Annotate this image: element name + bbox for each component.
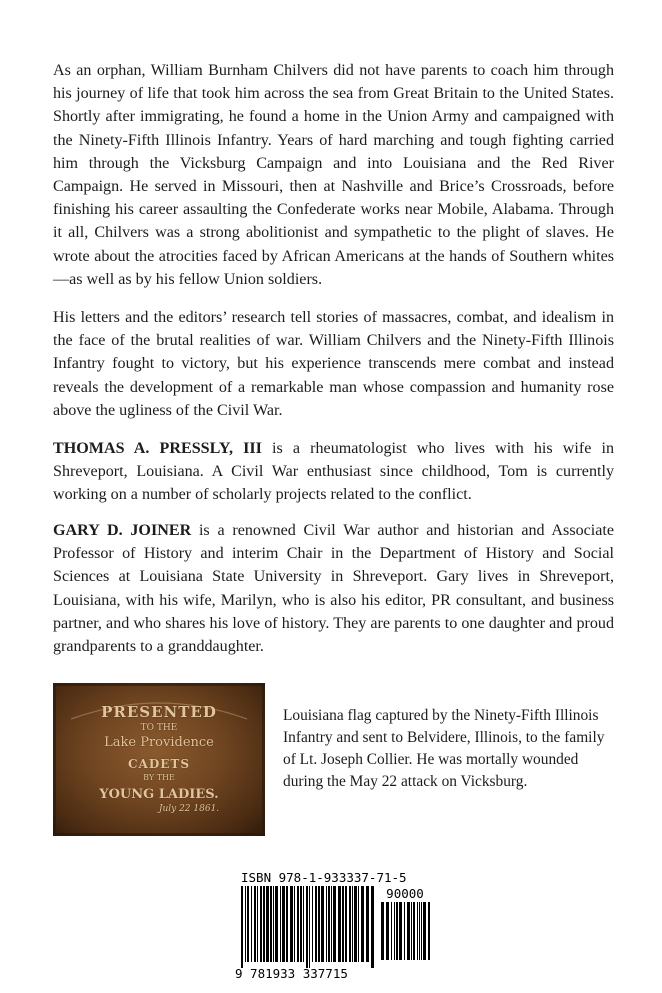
barcode-bar (251, 886, 252, 962)
author-name-joiner: GARY D. JOINER (53, 522, 192, 539)
flag-photo (53, 683, 265, 836)
barcode-bar (338, 886, 341, 962)
author-bio-pressly-text: is a rheumatologist who lives with his wife in Shreveport, Louisiana. A Civil War enthusiast since childhood, Tom is currently working on a number of scholarly projects related to the conflict. (53, 440, 614, 504)
flag-line-cadets: CADETS (127, 757, 190, 771)
barcode-bar (386, 902, 389, 960)
author-name-pressly: THOMAS A. PRESSLY, III (53, 440, 262, 457)
barcode-bar (286, 886, 288, 962)
barcode-bar (257, 886, 258, 962)
barcode-bar (297, 886, 299, 962)
barcode-bar (342, 886, 344, 962)
blurb-paragraph-2: His letters and the editors’ research tell stories of massacres, combat, and idealism in the face of the brutal realities of war. William Chilvers and the Ninety-Fifth Illinois Infantry fought to victory, but his experience transcends mere combat and instead reveals the development of a remarkable man whose compassion and humanity rose above the ugliness of the Civil War. (53, 309, 614, 419)
barcode-bar (254, 886, 256, 962)
barcode-bar (241, 886, 243, 968)
flag-line-lake-providence: Lake Providence (104, 735, 214, 750)
barcode-bar (354, 886, 357, 962)
barcode-bar (391, 902, 392, 960)
barcode-bar (294, 886, 295, 962)
price-code: 90000 (386, 886, 424, 901)
barcode-bar (399, 902, 402, 960)
barcode-bar (266, 886, 269, 962)
flag-line-to-the: TO THE (140, 723, 178, 733)
barcode-bar (280, 886, 281, 962)
barcode-bar (413, 902, 415, 960)
flag-line-young-ladies: YOUNG LADIES. (99, 787, 219, 802)
barcode-bar (381, 902, 384, 960)
barcode-bar (428, 902, 430, 960)
blurb-paragraph-1: As an orphan, William Burnham Chilvers did not have parents to coach him through his journey of life that took him across the sea from Great Britain to the United States. Shortly after immigrating, he found a home in the Union Army and campaigned with the Ninety-Fifth Illinois Infantry. Years of hard marching and tough fighting carried him through the Vicksburg Campaign and into Louisiana and the Red River Campaign. He served in Missouri, then at Nashville and Brice’s Crossroads, before finishing his career assaulting the Confederate works near Mobile, Alabama. Through it all, Chilvers was a strong abolitionist and sympathetic to the plight of slaves. He wrote about the atrocities faced by African Americans at the hands of Southern whites—as well as by his fellow Union soldiers. (53, 62, 614, 288)
flag-line-presented: PRESENTED (101, 703, 217, 721)
flag-line-by-the: BY THE (143, 773, 175, 782)
barcode-bar (275, 886, 278, 962)
barcode-bar (419, 902, 420, 960)
author-bio-pressly (53, 437, 614, 507)
barcode-bar (306, 886, 308, 968)
barcode-bar (315, 886, 317, 962)
barcode-bar (366, 886, 369, 962)
barcode-bar (309, 886, 310, 968)
author-bio-joiner (53, 519, 614, 658)
barcode-bar (290, 886, 293, 962)
barcode-bar (321, 886, 324, 962)
barcode-bar (303, 886, 304, 962)
barcode-bar (417, 902, 418, 960)
barcode-bar (245, 886, 246, 962)
barcode-bar (247, 886, 249, 962)
barcode-bar (407, 902, 410, 960)
barcode-bar (352, 886, 353, 962)
barcode-bar (331, 886, 332, 962)
isbn-label: ISBN 978-1-933337-71-5 (241, 870, 407, 885)
barcode-bar (358, 886, 359, 962)
barcode-bar (282, 886, 285, 962)
addon-barcode-bars (381, 902, 431, 966)
barcode-bar (404, 902, 405, 960)
flag-caption: Louisiana flag captured by the Ninety-Fifth Illinois Infantry and sent to Belvidere, Illinois, to the family of Lt. Joseph Collier. He was mortally wounded during the May 22 attack on Vicksburg. (283, 707, 605, 790)
barcode-bar (312, 886, 313, 962)
barcode-bar (300, 886, 302, 962)
flag-line-date: July 22 1861. (158, 804, 220, 814)
ean-digits: 9 781933 337715 (235, 966, 348, 981)
barcode-bar (263, 886, 265, 962)
ean-barcode-bars (241, 886, 375, 968)
barcode-bar (349, 886, 351, 962)
barcode-bar (396, 902, 398, 960)
barcode-bar (333, 886, 336, 962)
barcode-bar (394, 902, 395, 960)
barcode-bar (318, 886, 320, 962)
barcode-bar (421, 902, 422, 960)
barcode-bar (273, 886, 274, 962)
barcode-bar (371, 886, 374, 968)
barcode-bar (328, 886, 330, 962)
author-bio-joiner-text: is a renowned Civil War author and historian and Associate Professor of History and interim Chair in the Department of History and Social Sciences at Louisiana State University in Shreveport. Gary lives in Shreveport, Louisiana, with his wife, Marilyn, who is also his editor, PR consultant, and business partner, and who shares his love of history. They are parents to one daughter and proud grandparents to a granddaughter. (53, 522, 614, 656)
barcode-bar (260, 886, 262, 962)
barcode-bar (423, 902, 426, 960)
barcode-bar (345, 886, 347, 962)
barcode-bar (270, 886, 272, 962)
barcode-bar (361, 886, 364, 962)
barcode-bar (411, 902, 412, 960)
isbn-barcode (235, 870, 431, 984)
barcode-bar (326, 886, 327, 962)
